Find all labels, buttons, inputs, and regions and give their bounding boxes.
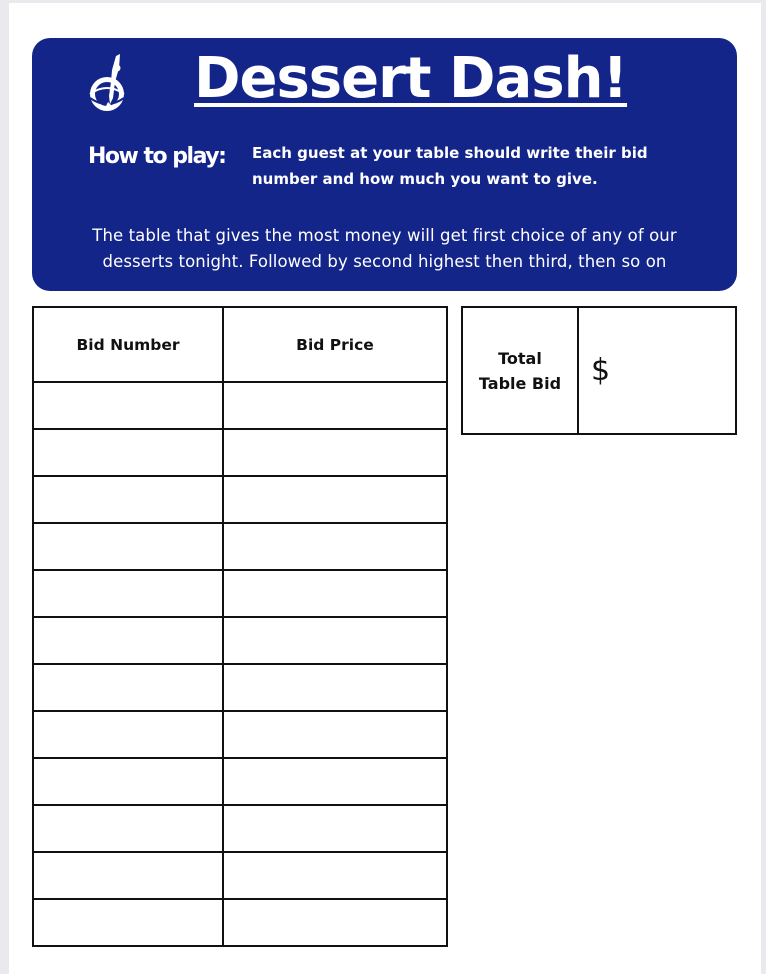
- performer-globe-logo-icon: [82, 52, 136, 116]
- bid-number-cell[interactable]: [33, 664, 223, 711]
- header-banner: [32, 38, 737, 291]
- table-row: [33, 570, 447, 617]
- total-table-bid-field[interactable]: [579, 308, 735, 433]
- table-row: [33, 617, 447, 664]
- bid-number-header: Bid Number: [33, 307, 223, 382]
- bid-number-cell[interactable]: [33, 570, 223, 617]
- bid-number-cell[interactable]: [33, 476, 223, 523]
- bid-price-cell[interactable]: [223, 664, 447, 711]
- table-row: [33, 523, 447, 570]
- bid-number-cell[interactable]: [33, 617, 223, 664]
- table-row: [33, 711, 447, 758]
- bid-number-cell[interactable]: [33, 852, 223, 899]
- bid-price-cell[interactable]: [223, 523, 447, 570]
- bid-price-cell[interactable]: [223, 758, 447, 805]
- table-row: [33, 899, 447, 946]
- bid-price-cell[interactable]: [223, 899, 447, 946]
- table-row: [33, 805, 447, 852]
- how-to-play-instructions: Each guest at your table should write their bid number and how much you want to give.: [252, 144, 648, 188]
- rules-line: The table that gives the most money will get first choice of any of our: [92, 226, 677, 245]
- bid-price-cell[interactable]: [223, 476, 447, 523]
- page-title: Dessert Dash!: [194, 46, 628, 111]
- bid-number-cell[interactable]: [33, 805, 223, 852]
- bid-price-cell[interactable]: [223, 711, 447, 758]
- total-table-bid-label: [463, 308, 579, 433]
- bid-number-cell[interactable]: [33, 429, 223, 476]
- bid-price-cell[interactable]: [223, 570, 447, 617]
- bid-price-cell[interactable]: [223, 852, 447, 899]
- table-row: [33, 476, 447, 523]
- total-label-line: Total: [498, 348, 542, 368]
- bid-price-cell[interactable]: [223, 805, 447, 852]
- total-table-bid-box: [461, 306, 737, 435]
- total-label-line: Table Bid: [478, 373, 562, 393]
- bid-number-cell[interactable]: [33, 758, 223, 805]
- rules-line: desserts tonight. Followed by second highest then third, then so on: [102, 252, 667, 271]
- bid-price-header: Bid Price: [223, 307, 447, 382]
- bid-number-cell[interactable]: [33, 711, 223, 758]
- bid-number-cell[interactable]: [33, 899, 223, 946]
- bid-price-cell[interactable]: [223, 617, 447, 664]
- bid-table: [32, 306, 448, 947]
- bid-price-cell[interactable]: [223, 382, 447, 429]
- currency-symbol: $: [591, 353, 611, 388]
- rules-text: [62, 223, 707, 275]
- table-row: [33, 852, 447, 899]
- bid-price-cell[interactable]: [223, 429, 447, 476]
- table-row: [33, 382, 447, 429]
- bid-number-cell[interactable]: [33, 382, 223, 429]
- bid-number-cell[interactable]: [33, 523, 223, 570]
- table-row: [33, 758, 447, 805]
- how-to-play-label: How to play:: [88, 144, 226, 169]
- bid-table-header: [33, 307, 447, 382]
- table-row: [33, 664, 447, 711]
- table-row: [33, 429, 447, 476]
